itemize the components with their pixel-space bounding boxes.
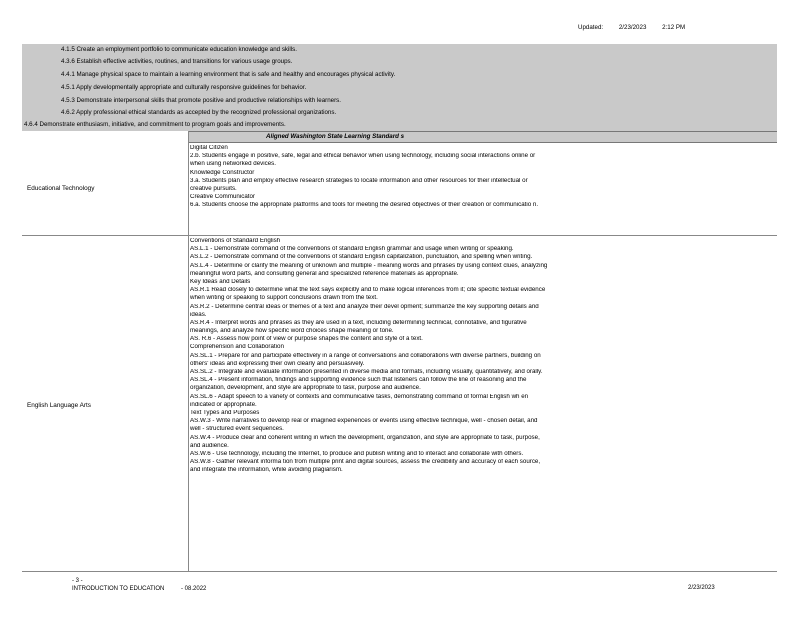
standard-text: 4.1.5 Create an employment portfolio to communicate education knowledge and skills. bbox=[61, 46, 297, 53]
table-bottom-border bbox=[22, 571, 777, 572]
standard-text: 4.3.6 Establish effective activities, routines, and transitions for various usage groups. bbox=[61, 58, 293, 65]
standard-line: AS.W.6 - Use technology, including the Internet, to produce and publish writing and to interact and collaborate with others. bbox=[190, 450, 524, 457]
page-number: - 3 - bbox=[72, 578, 83, 584]
subject-english-language-arts: English Language Arts bbox=[27, 402, 91, 409]
standard-line: AS. R.6 - Assess how point of view or purpose shapes the content and style of a text. bbox=[190, 336, 423, 343]
standard-line: ideas. bbox=[190, 311, 207, 318]
standard-line: Knowledge Constructor bbox=[190, 169, 255, 176]
standard-line: organization, development, and style are appropriate to task, purpose and audience. bbox=[190, 385, 421, 392]
standard-line: AS.W.8 - Gather relevant informa tion from multiple print and digital sources, assess the credibility and accuracy of each source, bbox=[190, 459, 541, 466]
standard-line: AS.SL.6 - Adapt speech to a variety of contexts and communicative tasks, demonstrating command of formal English wh en bbox=[190, 393, 529, 400]
updated-label: Updated: bbox=[578, 24, 604, 31]
footer-course: INTRODUCTION TO EDUCATION bbox=[72, 586, 165, 592]
standard-line: Key Ideas and Details bbox=[190, 278, 251, 285]
standard-line: meaningful word parts, and consulting general and specialized reference materials as appropriate. bbox=[190, 270, 459, 277]
standard-line: AS.W.4 - Produce clear and coherent writing in which the development, organization, and style are appropriate to task, purpose, bbox=[190, 434, 540, 441]
standard-line: 3.a. Students plan and employ effective research strategies to locate information and other resources for their intellectual or bbox=[190, 177, 528, 184]
standard-line: AS.SL.4 - Present information, findings and supporting evidence such that listeners can follow the line of reasoning and the bbox=[190, 377, 527, 384]
standard-line: others' ideas and expressing their own clearly and persuasively. bbox=[190, 360, 365, 367]
standard-text: 4.5.1 Apply developmentally appropriate and culturally responsive guidelines for behavior. bbox=[61, 84, 307, 91]
standard-line: Conventions of Standard English bbox=[190, 238, 281, 244]
standards-cell-english-language-arts bbox=[190, 238, 775, 475]
updated-date: 2/23/2023 bbox=[618, 24, 647, 31]
updated-stamp bbox=[578, 25, 699, 31]
subject-educational-technology: Educational Technology bbox=[27, 185, 95, 192]
standard-line: indicated or appropriate. bbox=[190, 401, 257, 408]
row-divider bbox=[22, 235, 777, 236]
standard-line: AS.R.1 Read closely to determine what the text says explicitly and to make logical inferences from it; cite specific textual evidence bbox=[190, 287, 546, 294]
standard-text: 4.6.4 Demonstrate enthusiasm, initiative, and commitment to program goals and improvements. bbox=[24, 121, 286, 128]
standard-line: AS.L.4 - Determine or clarify the meaning of unknown and multiple - meaning words and phrases by using context clues, analyzing bbox=[190, 262, 548, 269]
standard-line: when writing or speaking to support conclusions drawn from the text. bbox=[190, 295, 378, 302]
standard-line: 2.b. Students engage in positive, safe, legal and ethical behavior when using technology, including social interactions online or bbox=[190, 153, 536, 160]
standard-line: and audience. bbox=[190, 442, 229, 449]
standard-line: Text Types and Purposes bbox=[190, 409, 260, 416]
page-footer bbox=[72, 577, 206, 593]
standard-line: AS.SL.1 - Prepare for and participate effectively in a range of conversations and collaborations with diverse partners, building on bbox=[190, 352, 541, 359]
standard-text: 4.6.2 Apply professional ethical standards as accepted by the recognized professional organizations. bbox=[61, 109, 337, 116]
updated-time: 2:12 PM bbox=[662, 24, 686, 31]
standard-line: well - structured event sequences. bbox=[190, 426, 284, 433]
standard-line: when using networked devices. bbox=[190, 161, 276, 168]
standard-line: AS.SL.2 - Integrate and evaluate information presented in diverse media and formats, including visually, quantitatively, and orally. bbox=[190, 369, 543, 375]
standard-line: AS.R.4 - Interpret words and phrases as they are used in a text, including determining technical, connotative, and figurative bbox=[190, 319, 527, 326]
standard-text: 4.4.1 Manage physical space to maintain a learning environment that is safe and healthy and encourages physical activity. bbox=[61, 71, 396, 78]
standard-line: AS.R.2 - Determine central ideas or themes of a text and analyze their devel opment; summarize the key supporting details and bbox=[190, 303, 539, 310]
standard-line: and integrate the information, while avoiding plagiarism. bbox=[190, 467, 343, 474]
standard-line: Digital Citizen bbox=[190, 145, 228, 151]
standard-line: AS.W.3 - Write narratives to develop real or imagined experiences or events using effective technique, well - chosen detail, and bbox=[190, 418, 538, 425]
standard-line: creative pursuits. bbox=[190, 185, 237, 192]
standard-line: Creative Communicator bbox=[190, 194, 255, 201]
standard-line: AS.L.1 - Demonstrate command of the conventions of standard English grammar and usage when writing or speaking. bbox=[190, 246, 514, 253]
standard-text: 4.5.3 Demonstrate interpersonal skills that promote positive and productive relationships with learners. bbox=[61, 97, 341, 104]
standard-line: meanings, and analyze how specific word choices shape meaning or tone. bbox=[190, 328, 394, 335]
footer-date: 2/23/2023 bbox=[688, 585, 715, 591]
standard-line: AS.L.2 - Demonstrate command of the conventions of standard English capitalization, punctuation, and spelling when writing. bbox=[190, 254, 533, 261]
aligned-standards-title: Aligned Washington State Learning Standard s bbox=[266, 133, 405, 140]
column-divider bbox=[188, 131, 189, 571]
aligned-standards-header bbox=[188, 131, 777, 143]
footer-code: - 08.2022 bbox=[181, 586, 207, 592]
standard-line: Comprehension and Collaboration bbox=[190, 344, 284, 351]
standards-cell-educational-technology bbox=[190, 145, 775, 211]
standard-line: 6.a. Students choose the appropriate platforms and tools for meeting the desired objectives of their creation or communicatio n. bbox=[190, 202, 539, 209]
